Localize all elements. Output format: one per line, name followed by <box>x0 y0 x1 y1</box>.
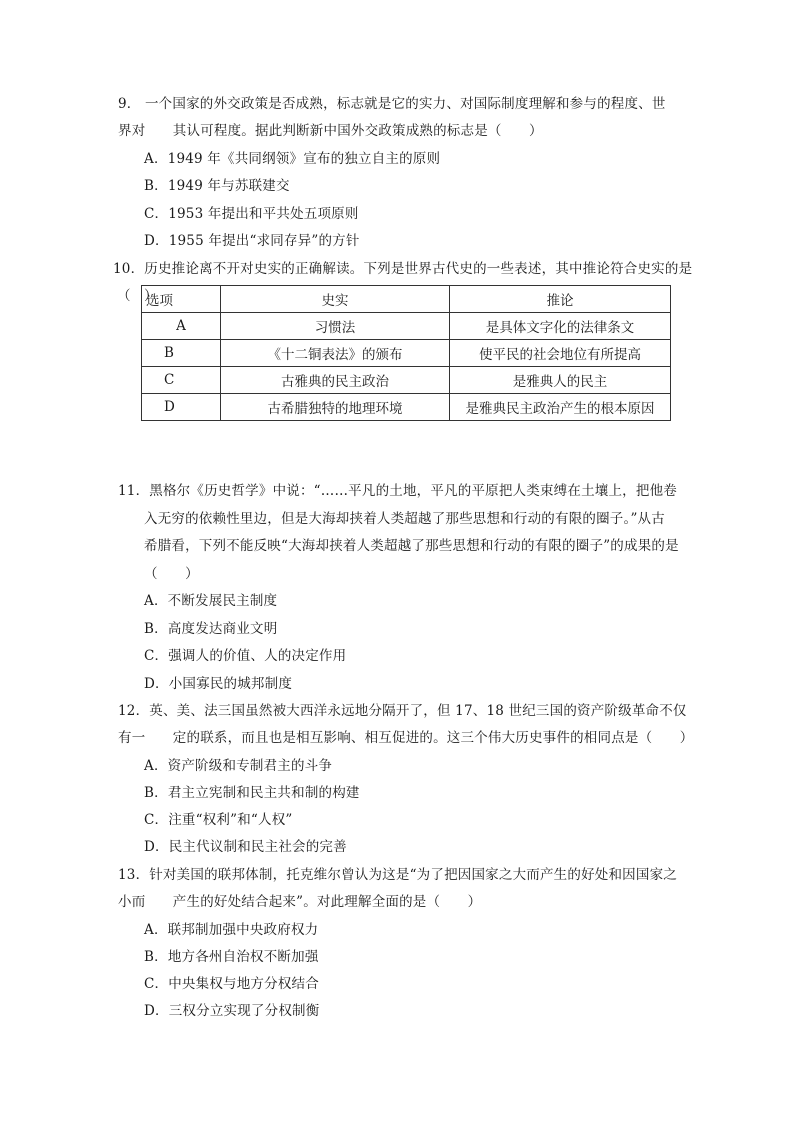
table-cell: 使平民的社会地位有所提高 <box>450 340 671 367</box>
table-cell: B <box>142 340 221 367</box>
q12-option-c: C．注重“权利”和“人权” <box>144 812 293 828</box>
table-cell: A <box>142 313 221 340</box>
q11-option-a: A．不断发展民主制度 <box>144 593 278 609</box>
q12-stem-line1: 12．英、美、法三国虽然被大西洋永远地分隔开了，但 17、18 世纪三国的资产阶级革命不仅 <box>118 703 687 719</box>
table-header-cell: 选项 <box>142 286 221 313</box>
q9-stem-line1: 9． 一个国家的外交政策是否成熟，标志就是它的实力、对国际制度理解和参与的程度、世 <box>118 96 666 112</box>
q12-option-d: D．民主代议制和民主社会的完善 <box>144 839 347 855</box>
table-cell: 古希腊独特的地理环境 <box>221 394 450 421</box>
table-cell: C <box>142 367 221 394</box>
table-row <box>142 340 671 367</box>
q10-stem-line1: 10．历史推论离不开对史实的正确解读。下列是世界古代史的一些表述，其中推论符合史实的是 <box>113 261 693 277</box>
q12-stem-line2: 有一 定的联系，而且也是相互影响、相互促进的。这三个伟大历史事件的相同点是（ ） <box>118 730 694 746</box>
q13-option-a: A．联邦制加强中央政府权力 <box>144 922 319 938</box>
table-cell: 《十二铜表法》的颁布 <box>221 340 450 367</box>
table-header-cell: 史实 <box>221 286 450 313</box>
table-header-cell: 推论 <box>450 286 671 313</box>
table-row <box>142 394 671 421</box>
q12-option-b: B．君主立宪制和民主共和制的构建 <box>144 785 360 801</box>
table-cell: 是雅典民主政治产生的根本原因 <box>450 394 671 421</box>
table-cell: D <box>142 394 221 421</box>
q13-stem-line2: 小而 产生的好处结合起来”。对此理解全面的是（ ） <box>118 894 482 910</box>
q12-option-a: A．资产阶级和专制君主的斗争 <box>144 758 333 774</box>
q9-option-b: B．1949 年与苏联建交 <box>144 178 290 194</box>
table-cell: 习惯法 <box>221 313 450 340</box>
q11-option-c: C．强调人的价值、人的决定作用 <box>144 648 347 664</box>
q13-option-b: B．地方各州自治权不断加强 <box>144 949 319 965</box>
q10-answer-paren: （ ） <box>117 288 158 304</box>
q11-stem-line3: 希腊看，下列不能反映“大海却挟着人类超越了那些思想和行动的有限的圈子”的成果的是 <box>144 538 679 554</box>
q11-stem-line4: （ ） <box>144 566 199 582</box>
q13-stem-line1: 13．针对美国的联邦体制，托克维尔曾认为这是“为了把因国家之大而产生的好处和因国家之 <box>118 867 677 883</box>
table-cell: 是具体文字化的法律条文 <box>450 313 671 340</box>
table-cell: 古雅典的民主政治 <box>221 367 450 394</box>
q11-stem-line2: 入无穷的依赖性里边，但是大海却挟着人类超越了那些思想和行动的有限的圈子。”从古 <box>144 511 665 527</box>
q11-option-d: D．小国寡民的城邦制度 <box>144 676 293 692</box>
table-header-row <box>142 286 671 313</box>
q9-stem-line2: 界对 其认可程度。据此判断新中国外交政策成熟的标志是（ ） <box>118 123 543 139</box>
q9-option-a: A．1949 年《共同纲领》宣布的独立自主的原则 <box>144 151 441 167</box>
q9-option-c: C．1953 年提出和平共处五项原则 <box>144 206 359 222</box>
q11-stem-line1: 11．黑格尔《历史哲学》中说：“……平凡的土地，平凡的平原把人类束缚在土壤上，把他卷 <box>118 483 677 499</box>
table-row <box>142 367 671 394</box>
q11-option-b: B．高度发达商业文明 <box>144 621 278 637</box>
table-cell: 是雅典人的民主 <box>450 367 671 394</box>
table-row <box>142 313 671 340</box>
q13-option-d: D．三权分立实现了分权制衡 <box>144 1003 320 1019</box>
q10-facts-table <box>141 285 671 421</box>
q9-option-d: D．1955 年提出“求同存异”的方针 <box>144 233 360 249</box>
q13-option-c: C．中央集权与地方分权结合 <box>144 976 319 992</box>
